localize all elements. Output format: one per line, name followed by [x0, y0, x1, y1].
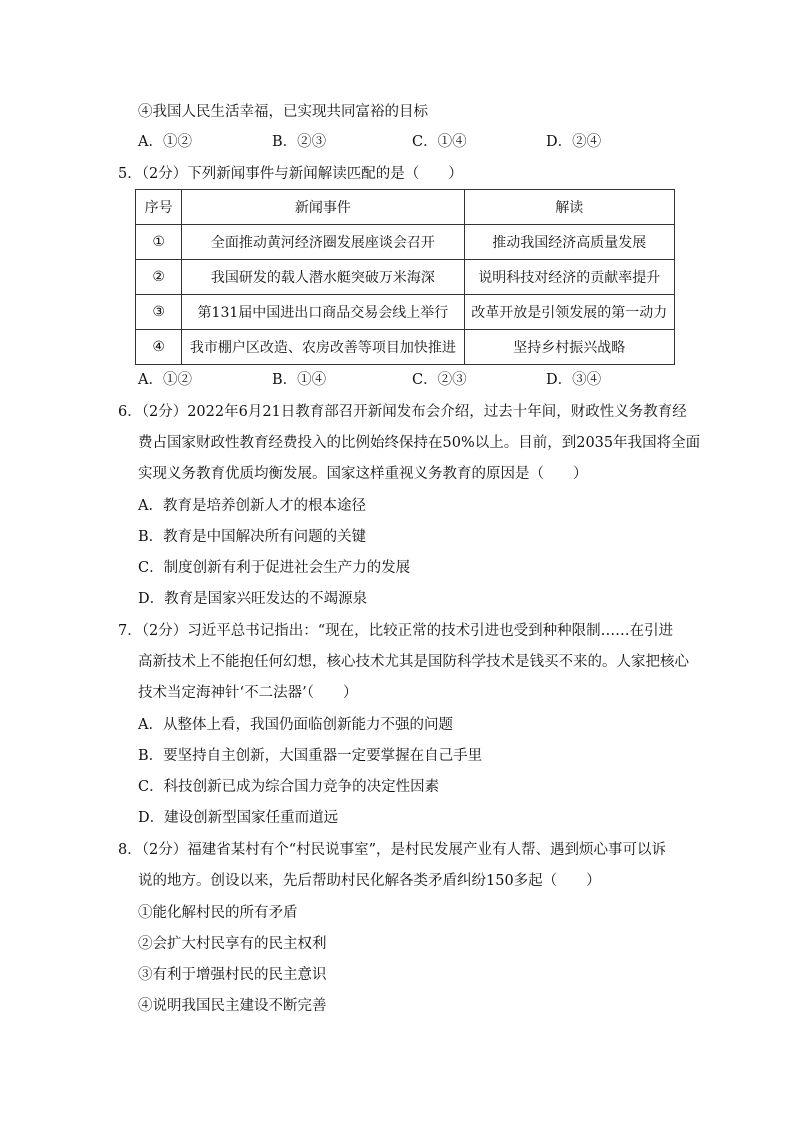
- table-header-row: [136, 190, 675, 225]
- q8-item-2: ②会扩大村民享有的民主权利: [138, 936, 327, 952]
- row-index: ②: [136, 260, 182, 295]
- table-row: [136, 225, 675, 260]
- q6-option-c: C．制度创新有利于促进社会生产力的发展: [138, 560, 411, 576]
- row-interpretation: 推动我国经济高质量发展: [464, 225, 674, 260]
- row-interpretation: 坚持乡村振兴战略: [464, 330, 674, 365]
- q4-option-b: B．②③: [272, 134, 327, 150]
- table-row: [136, 260, 675, 295]
- q5-option-b: B．①④: [272, 372, 327, 388]
- row-event: 全面推动黄河经济圈发展座谈会召开: [182, 225, 464, 260]
- q4-option-c: C．①④: [412, 134, 467, 150]
- table-row: [136, 330, 675, 365]
- row-index: ③: [136, 295, 182, 330]
- q7-option-c: C．科技创新已成为综合国力竞争的决定性因素: [138, 779, 440, 795]
- news-table: [135, 189, 675, 365]
- q6-stem-line-2: 费占国家财政性教育经费投入的比例始终保持在50%以上。目前，到2035年我国将全面: [138, 435, 701, 451]
- q5-option-d: D．③④: [546, 372, 602, 388]
- header-interpretation: 解读: [464, 190, 674, 225]
- row-interpretation: 改革开放是引领发展的第一动力: [464, 295, 674, 330]
- header-event: 新闻事件: [182, 190, 464, 225]
- q4-item-4: ④我国人民生活幸福，已实现共同富裕的目标: [138, 104, 428, 120]
- q5-option-c: C．②③: [412, 372, 467, 388]
- table-row: [136, 295, 675, 330]
- row-event: 我国研发的载人潜水艇突破万米海深: [182, 260, 464, 295]
- q8-stem-line-2: 说的地方。创设以来，先后帮助村民化解各类矛盾纠纷150多起（ ）: [138, 873, 601, 889]
- q6-option-a: A．教育是培养创新人才的根本途径: [138, 498, 366, 514]
- row-event: 第131届中国进出口商品交易会线上举行: [182, 295, 464, 330]
- row-interpretation: 说明科技对经济的贡献率提升: [464, 260, 674, 295]
- q6-option-b: B．教育是中国解决所有问题的关键: [138, 529, 367, 545]
- row-index: ①: [136, 225, 182, 260]
- q8-item-4: ④说明我国民主建设不断完善: [138, 998, 327, 1014]
- q5-stem: 5．（2分）下列新闻事件与新闻解读匹配的是（ ）: [118, 166, 463, 182]
- row-index: ④: [136, 330, 182, 365]
- q8-stem-line-1: 8．（2分）福建省某村有个“村民说事室”，是村民发展产业有人帮、遇到烦心事可以诉: [118, 842, 667, 858]
- q4-option-d: D．②④: [546, 134, 602, 150]
- q8-item-3: ③有利于增强村民的民主意识: [138, 967, 327, 983]
- q7-stem-line-3: 技术当定海神针‘不二法器’（ ）: [138, 685, 358, 701]
- header-index: 序号: [136, 190, 182, 225]
- q7-option-d: D．建设创新型国家任重而道远: [138, 810, 339, 826]
- q5-options: [138, 370, 658, 390]
- row-event: 我市棚户区改造、农房改善等项目加快推进: [182, 330, 464, 365]
- q4-options: [138, 132, 658, 152]
- q6-option-d: D．教育是国家兴旺发达的不竭源泉: [138, 591, 368, 607]
- q6-stem-line-3: 实现义务教育优质均衡发展。国家这样重视义务教育的原因是（ ）: [138, 466, 588, 482]
- q5-option-a: A．①②: [138, 372, 192, 388]
- q7-option-b: B．要坚持自主创新，大国重器一定要掌握在自己手里: [138, 748, 483, 764]
- q7-stem-line-2: 高新技术上不能抱任何幻想，核心技术尤其是国防科学技术是钱买不来的。人家把核心: [138, 654, 689, 670]
- q7-stem-line-1: 7．（2分）习近平总书记指出：“现在，比较正常的技术引进也受到种种限制……在引进: [118, 623, 674, 639]
- q7-option-a: A．从整体上看，我国仍面临创新能力不强的问题: [138, 717, 453, 733]
- q4-option-a: A．①②: [138, 134, 192, 150]
- q8-item-1: ①能化解村民的所有矛盾: [138, 905, 298, 921]
- q6-stem-line-1: 6．（2分）2022年6月21日教育部召开新闻发布会介绍，过去十年间，财政性义务教育经: [118, 404, 687, 420]
